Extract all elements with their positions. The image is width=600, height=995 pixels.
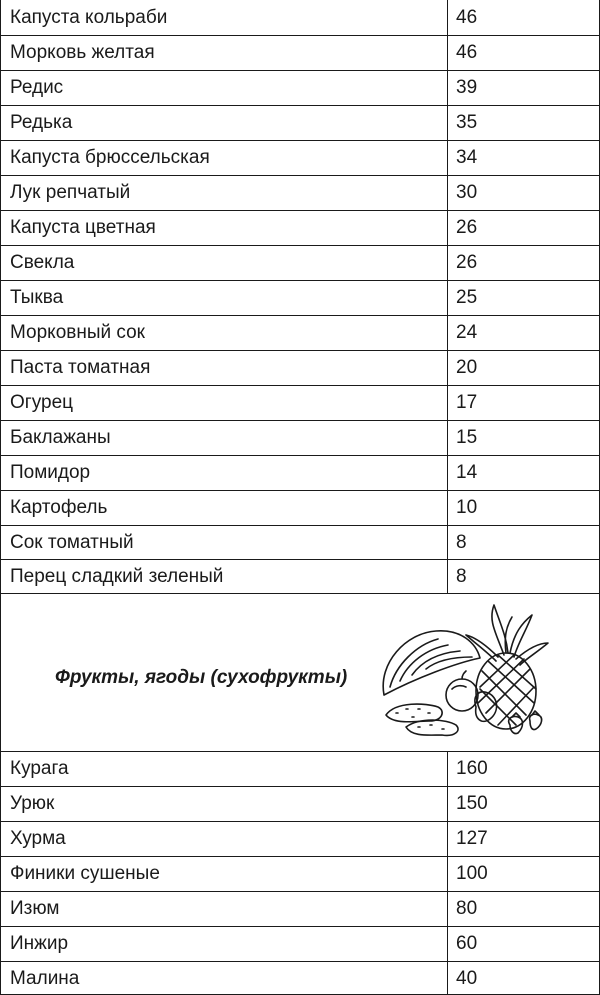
food-value: 17: [456, 391, 478, 413]
table-row: [0, 315, 600, 349]
food-name: Редис: [10, 76, 64, 98]
food-value: 34: [456, 146, 478, 168]
table-border-left: [0, 0, 1, 995]
food-value: 40: [456, 967, 478, 989]
food-name: Картофель: [10, 496, 108, 518]
food-value: 10: [456, 496, 478, 518]
row-divider: [0, 751, 600, 752]
food-name: Морковный сок: [10, 321, 145, 343]
food-value: 39: [456, 76, 478, 98]
section-title: Фрукты, ягоды (сухофрукты): [55, 667, 348, 688]
food-value: 26: [456, 251, 478, 273]
food-value: 15: [456, 426, 478, 448]
row-divider: [0, 856, 600, 857]
row-divider: [0, 315, 600, 316]
row-divider: [0, 786, 600, 787]
food-value: 46: [456, 6, 478, 28]
table-row: [0, 280, 600, 314]
food-value: 14: [456, 461, 478, 483]
table-row: [0, 455, 600, 489]
row-divider: [0, 420, 600, 421]
table-row: [0, 245, 600, 279]
food-name: Капуста брюссельская: [10, 146, 210, 168]
row-divider: [0, 525, 600, 526]
food-value: 26: [456, 216, 478, 238]
row-divider: [0, 70, 600, 71]
food-name: Финики сушеные: [10, 862, 160, 884]
row-divider: [0, 105, 600, 106]
table-row: [0, 0, 600, 34]
food-value: 30: [456, 181, 478, 203]
food-value: 20: [456, 356, 478, 378]
food-name: Баклажаны: [10, 426, 111, 448]
row-divider: [0, 140, 600, 141]
food-value: 46: [456, 41, 478, 63]
row-divider: [0, 891, 600, 892]
row-divider: [0, 385, 600, 386]
food-name: Редька: [10, 111, 73, 133]
food-name: Инжир: [10, 932, 69, 954]
food-name: Сок томатный: [10, 531, 134, 553]
food-name: Капуста цветная: [10, 216, 156, 238]
table-row: [0, 751, 600, 785]
food-value: 8: [456, 531, 467, 553]
food-value: 35: [456, 111, 478, 133]
table-row: [0, 420, 600, 454]
food-name: Малина: [10, 967, 80, 989]
food-value: 160: [456, 757, 488, 779]
table-row: [0, 525, 600, 559]
row-divider: [0, 961, 600, 962]
food-name: Капуста кольраби: [10, 6, 168, 28]
table-row: [0, 175, 600, 209]
row-divider: [0, 175, 600, 176]
food-value: 60: [456, 932, 478, 954]
row-divider: [0, 35, 600, 36]
food-name: Паста томатная: [10, 356, 151, 378]
food-name: Перец сладкий зеленый: [10, 565, 224, 587]
food-value: 150: [456, 792, 488, 814]
row-divider: [0, 593, 600, 594]
food-name: Хурма: [10, 827, 66, 849]
food-name: Огурец: [10, 391, 74, 413]
row-divider: [0, 926, 600, 927]
row-divider: [0, 821, 600, 822]
row-divider: [0, 559, 600, 560]
food-name: Изюм: [10, 897, 60, 919]
table-row: [0, 891, 600, 925]
table-row: [0, 786, 600, 820]
row-divider: [0, 210, 600, 211]
food-name: Свекла: [10, 251, 75, 273]
row-divider: [0, 455, 600, 456]
table-row: [0, 926, 600, 960]
table-row: [0, 35, 600, 69]
table-row: [0, 350, 600, 384]
food-value: 25: [456, 286, 478, 308]
table-row: [0, 210, 600, 244]
table-row: [0, 140, 600, 174]
column-divider: [447, 751, 448, 995]
food-name: Урюк: [10, 792, 55, 814]
food-value: 8: [456, 565, 467, 587]
food-value: 80: [456, 897, 478, 919]
row-divider: [0, 280, 600, 281]
row-divider: [0, 490, 600, 491]
fruits-illustration-icon: [376, 603, 552, 743]
food-name: Помидор: [10, 461, 91, 483]
table-row: [0, 559, 600, 593]
table-row: [0, 961, 600, 995]
food-value: 127: [456, 827, 488, 849]
table-row: [0, 70, 600, 104]
table-row: [0, 856, 600, 890]
table-row: [0, 821, 600, 855]
column-divider: [447, 0, 448, 593]
food-name: Морковь желтая: [10, 41, 155, 63]
table-row: [0, 105, 600, 139]
table-row: [0, 490, 600, 524]
food-name: Тыква: [10, 286, 64, 308]
row-divider: [0, 245, 600, 246]
food-name: Лук репчатый: [10, 181, 131, 203]
table-row: [0, 385, 600, 419]
food-value: 100: [456, 862, 488, 884]
food-name: Курага: [10, 757, 69, 779]
food-value: 24: [456, 321, 478, 343]
row-divider: [0, 350, 600, 351]
